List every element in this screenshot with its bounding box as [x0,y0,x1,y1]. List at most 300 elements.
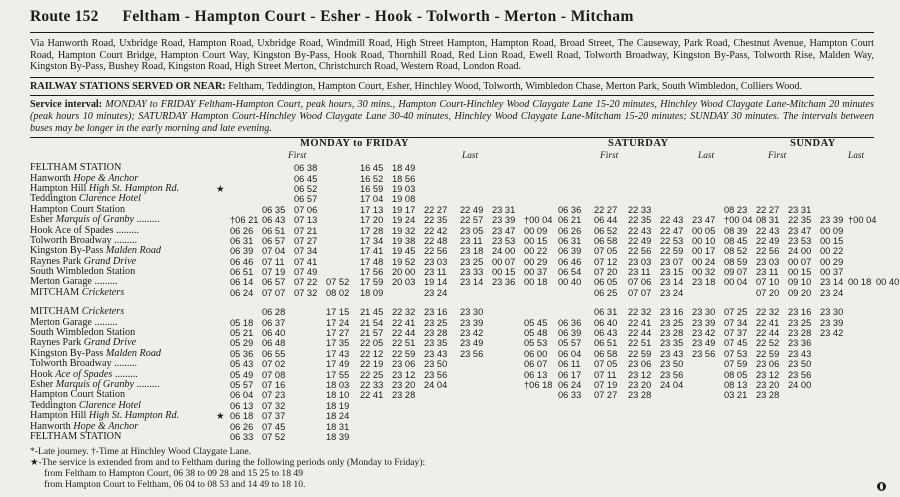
time-cell: 18 19 [326,400,350,411]
time-cell: 06 04 [558,348,582,359]
table-row [30,194,874,204]
time-cell: 23 03 [424,256,448,267]
time-cell: 00 15 [820,235,844,246]
time-cell: 06 26 [230,421,254,432]
time-cell: 08 05 [724,369,748,380]
table-row [30,246,874,256]
time-cell: 19 45 [392,246,416,257]
time-cell: 22 27 [756,204,780,215]
time-cell: 23 31 [788,204,812,215]
stop-name: Tolworth Broadway ......... [30,234,138,246]
time-cell: 22 48 [424,235,448,246]
table-row [30,257,874,267]
col-last-sun: Last [848,151,865,162]
time-cell: 06 21 [558,215,582,226]
time-cell: 06 13 [230,400,254,411]
time-cell: 23 16 [424,307,448,318]
time-cell: 07 08 [262,369,286,380]
time-cell: 07 59 [724,359,748,370]
time-cell: 22 59 [392,348,416,359]
time-cell: 07 07 [628,287,652,298]
time-cell: 06 07 [524,359,548,370]
col-last-mf: Last [462,151,479,162]
time-cell: 06 43 [262,215,286,226]
time-cell: 23 20 [628,379,652,390]
time-cell: 00 29 [820,256,844,267]
time-cell: 23 39 [820,215,844,226]
time-cell: 07 04 [262,246,286,257]
time-cell: 22 32 [756,307,780,318]
time-cell: 06 17 [558,369,582,380]
time-cell: 17 48 [360,256,384,267]
time-cell: 23 35 [424,338,448,349]
time-cell: 07 06 [294,204,318,215]
time-cell: 07 52 [262,431,286,442]
stop-name: MITCHAM Cricketers [30,286,125,298]
stop-name: Raynes Park Grand Drive [30,255,137,267]
time-cell: †06 18 [524,379,553,390]
time-cell: 23 28 [628,390,652,401]
time-cell: 22 49 [460,204,484,215]
time-cell: 06 26 [230,225,254,236]
time-cell: 23 53 [492,235,516,246]
table-row [30,226,874,236]
time-cell: 06 40 [594,317,618,328]
stop-name-detail: Marquis of Granby [55,378,135,390]
time-cell: 23 35 [660,338,684,349]
time-cell: 07 11 [262,256,285,267]
time-cell: 23 14 [460,277,484,288]
time-cell: 17 28 [360,225,384,236]
time-cell: 23 05 [460,225,484,236]
time-cell: 17 35 [326,338,350,349]
time-cell: 05 43 [230,359,254,370]
table-row [30,411,874,421]
time-cell: 23 25 [660,317,684,328]
time-cell: 07 45 [262,421,286,432]
stop-name: Esher Marquis of Granby ......... [30,378,160,390]
footnote-1: ★-The service is extended from and to Feltham during the following periods only (Monday to Friday): [30,457,426,469]
time-cell: 23 20 [756,379,780,390]
col-first-sun: First [768,151,787,162]
time-cell: 07 02 [262,359,286,370]
time-cell: 18 10 [326,390,350,401]
time-cell: 23 47 [492,225,516,236]
time-cell: 22 44 [628,328,652,339]
time-cell: 08 39 [724,225,748,236]
time-cell: 07 34 [724,317,748,328]
table-row [30,328,874,338]
time-cell: 23 39 [460,317,484,328]
time-cell: 17 24 [326,317,350,328]
time-cell: 06 39 [558,246,582,257]
time-cell: 07 41 [294,256,318,267]
time-cell: 07 53 [724,348,748,359]
time-cell: 22 35 [788,215,812,226]
time-cell: 23 42 [460,328,484,339]
time-cell: 23 39 [492,215,516,226]
col-first-sat: First [600,151,619,162]
time-cell: 07 27 [594,390,618,401]
time-cell: 00 04 [724,277,748,288]
time-cell: 24 00 [788,379,812,390]
table-row [30,422,874,432]
time-cell: 18 03 [326,379,350,390]
time-cell: 23 36 [492,277,516,288]
time-cell: 22 35 [628,215,652,226]
time-cell: 00 18 [848,277,872,288]
time-cell: 23 56 [788,369,812,380]
time-cell: 06 45 [294,173,318,184]
page-header [30,8,874,30]
time-cell: 17 15 [326,307,350,318]
time-cell: 22 43 [660,215,684,226]
railway-divider [30,95,874,96]
stop-name-detail: Cricketers [81,286,125,298]
leader-dots: ......... [113,224,139,236]
time-cell: 06 05 [594,277,618,288]
time-cell: 07 21 [294,225,318,236]
time-cell: 00 17 [692,246,716,257]
time-cell: 07 49 [294,267,318,278]
time-cell: 19 08 [392,194,416,205]
time-cell: 23 03 [628,256,652,267]
time-cell: 06 46 [558,256,582,267]
time-cell: 24 00 [788,246,812,257]
timetable-down [30,162,900,298]
time-cell: 07 45 [724,338,748,349]
railway-note-label: RAILWAY STATIONS SERVED OR NEAR: [30,80,226,92]
time-cell: 22 47 [660,225,684,236]
table-row [30,276,900,288]
time-cell: 20 03 [392,277,416,288]
time-cell: 22 33 [628,204,652,215]
time-cell: 22 25 [360,369,384,380]
time-cell: 00 09 [820,225,844,236]
footnote-2: from Feltham to Hampton Court, 06 38 to 09 28 and 15 25 to 18 49 [44,468,304,480]
time-cell: 23 24 [424,287,448,298]
stop-name: Hook Ace of Spades ......... [30,368,138,380]
time-cell: 05 48 [524,328,548,339]
via-note: Via Hanworth Road, Uxbridge Road, Hampton Road, Uxbridge Road, Windmill Road, High Street Hampton, Hampton Road, Broad Street, The Causeway, Park Road, Chestnut Avenue, Hampton Court Road, Hampton Court Bridge, Hampton Court Way, Kingston By-Pass, Hook Road, Thornhill Road, Red Lion Road, Ewell Road, Tolworth Broadway, Kingston By-Pass, Tolworth Rise, Malden Way, Kingston By-Pass, Bushey Road, Kingston Road, High Street Merton, Christchurch Road, Western Road, London Road. [30,38,874,73]
time-cell: 06 39 [230,246,254,257]
time-cell: 23 49 [692,338,716,349]
time-cell: 08 13 [724,379,748,390]
time-cell: 17 20 [360,215,384,226]
time-cell: 22 32 [628,307,652,318]
time-cell: 07 23 [262,390,286,401]
time-cell: 18 49 [392,163,416,174]
time-cell: 06 52 [294,183,318,194]
time-cell: 06 48 [262,338,286,349]
time-cell: 09 20 [788,287,812,298]
footnotes [30,446,874,490]
stop-name: FELTHAM STATION [30,162,122,174]
time-cell: 23 11 [628,267,651,278]
time-cell: 09 07 [724,267,748,278]
col-first-mf: First [288,151,307,162]
time-cell: 23 11 [424,267,447,278]
time-cell: 00 07 [492,256,516,267]
time-cell: 22 19 [360,359,384,370]
time-cell: 23 12 [628,369,652,380]
time-cell: 23 24 [660,287,684,298]
time-cell: 23 56 [460,348,484,359]
time-cell: 22 42 [424,225,448,236]
time-cell: 24 04 [660,379,684,390]
time-cell: 23 14 [820,277,844,288]
time-cell: 07 12 [594,256,618,267]
time-cell: 06 51 [230,267,254,278]
time-cell: 06 40 [262,328,286,339]
stop-name-detail: Hope & Anchor [73,420,139,432]
time-cell: 06 54 [558,267,582,278]
table-row [30,318,874,328]
time-cell: 23 15 [660,267,684,278]
time-cell: 06 44 [594,215,618,226]
time-cell: 23 47 [788,225,812,236]
time-cell: 23 56 [692,348,716,359]
time-cell: 08 23 [724,204,748,215]
time-cell: 20 00 [392,267,416,278]
time-cell: 07 37 [724,328,748,339]
stop-name: Tolworth Broadway ......... [30,358,138,370]
time-cell: 17 49 [326,359,350,370]
time-cell: 00 09 [524,225,548,236]
time-cell: 23 07 [660,256,684,267]
time-cell: 07 16 [262,379,286,390]
time-cell: 18 24 [326,411,350,422]
time-cell: 06 35 [262,204,286,215]
leader-dots: ......... [111,234,138,246]
time-cell: 06 25 [594,287,618,298]
time-cell: 06 51 [262,225,286,236]
time-cell: 00 05 [692,225,716,236]
time-cell: 07 52 [326,277,350,288]
time-cell: 22 56 [424,246,448,257]
table-row [30,214,877,226]
stop-name: Hanworth Hope & Anchor [30,420,139,432]
time-cell: 06 51 [594,338,618,349]
time-cell: 22 59 [660,246,684,257]
time-cell: 05 53 [524,338,548,349]
time-cell: 23 14 [660,277,684,288]
time-cell: 09 10 [788,277,812,288]
time-cell: 06 43 [594,328,618,339]
stop-name: Kingston By-Pass Malden Road [30,245,162,257]
time-cell: 23 30 [692,307,716,318]
stop-name: Hampton Court Station [30,389,126,401]
time-cell: 00 40 [558,277,582,288]
time-cell: 00 15 [524,235,548,246]
stop-name-detail: Marquis of Granby [55,214,135,226]
time-cell: 05 18 [230,317,254,328]
railway-note [30,81,874,93]
time-cell: 06 33 [230,431,254,442]
extension-star-icon: ★ [216,411,225,422]
time-cell: 05 36 [230,348,254,359]
time-cell: 19 03 [392,183,416,194]
stop-name: Kingston By-Pass Malden Road [30,347,162,359]
time-cell: 22 27 [424,204,448,215]
time-cell: 22 12 [360,348,384,359]
time-cell: 23 28 [424,328,448,339]
time-cell: 05 21 [230,328,254,339]
time-cell: 19 38 [392,235,416,246]
service-note-text: MONDAY to FRIDAY Feltham-Hampton Court, peak hours, 30 mins., Hampton Court-Hinchley Wood Claygate Lane 15-20 minutes, Hinchley Wood Claygate Lane-Mitcham 20 minutes (peak hours 10 minutes); SATURDAY Hampton Court-Hinchley Wood Claygate Lane 30-40 minutes, Hinchley Wood Claygate Lane-Mitcham 15-20 minutes; SUNDAY 30 minutes. The intervals between buses may be longer in the early morning and late evening. [30,99,874,134]
stop-name-detail: High St. Hampton Rd. [88,410,180,422]
time-cell: †00 04 [524,215,553,226]
time-cell: 23 18 [692,277,716,288]
time-cell: 00 15 [788,267,812,278]
time-cell: 22 05 [360,338,384,349]
time-cell: 06 55 [262,348,286,359]
time-cell: 00 18 [524,277,548,288]
service-note [30,99,874,134]
time-cell: 06 38 [294,163,318,174]
time-cell: 23 11 [460,235,483,246]
time-cell: 24 00 [492,246,516,257]
time-cell: 16 59 [360,183,384,194]
time-cell: 23 43 [660,348,684,359]
stop-name: Merton Garage ......... [30,316,118,328]
time-cell: 22 35 [424,215,448,226]
table-row [30,432,874,442]
time-cell: 19 17 [392,204,416,215]
header-divider [30,32,874,33]
railway-note-text: Feltham, Teddington, Hampton Court, Esher, Hinchley Wood, Tolworth, Wimbledon Chase, Merton Park, South Wimbledon, Colliers Wood. [228,80,803,92]
time-cell: 06 31 [558,235,582,246]
stop-name: Hampton Hill High St. Hampton Rd. [30,410,180,422]
time-cell: 22 41 [360,390,384,401]
time-cell: 22 33 [360,379,384,390]
time-cell: 17 59 [360,277,384,288]
stop-name: Hook Ace of Spades ......... [30,224,139,236]
time-cell: 00 24 [692,256,716,267]
time-cell: 08 31 [756,215,780,226]
time-cell: 06 00 [524,348,548,359]
time-cell: 23 25 [460,256,484,267]
time-cell: 23 33 [460,267,484,278]
stop-name-detail: High St. Hampton Rd. [88,182,180,194]
time-cell: 08 02 [326,287,350,298]
time-cell: 00 37 [524,267,548,278]
time-cell: 06 46 [230,256,254,267]
time-cell: 06 37 [262,317,286,328]
time-cell: 00 37 [820,267,844,278]
time-cell: 03 21 [724,390,748,401]
stop-name: South Wimbledon Station [30,327,136,339]
service-note-label: Service interval: [30,99,103,111]
table-row [30,288,874,298]
stop-name-detail: Ace of Spades [55,368,113,380]
time-cell: 17 27 [326,328,350,339]
time-cell: 21 45 [360,307,384,318]
time-cell: 06 26 [558,225,582,236]
time-cell: 07 22 [294,277,318,288]
time-cell: 18 31 [326,421,350,432]
time-cell: 23 47 [692,215,716,226]
time-cell: 06 24 [558,379,582,390]
stop-name: Hampton Hill High St. Hampton Rd. [30,182,180,194]
stop-name: Esher Marquis of Granby ......... [30,214,160,226]
time-cell: 22 49 [756,235,780,246]
stop-name-detail: Clarence Hotel [78,399,141,411]
time-cell: 23 53 [788,235,812,246]
time-cell: 23 06 [756,359,780,370]
time-cell: 19 24 [392,215,416,226]
time-cell: 06 31 [594,307,618,318]
time-cell: 07 07 [262,287,286,298]
time-cell: 07 37 [262,411,286,422]
time-cell: 06 33 [558,390,582,401]
stop-name-detail: Malden Road [105,245,162,257]
time-cell: 19 14 [424,277,448,288]
leader-dots: ......... [134,378,160,390]
stop-name-detail: Clarence Hotel [78,193,141,205]
time-cell: 22 41 [756,317,780,328]
time-cell: 22 49 [628,235,652,246]
time-cell: 07 05 [594,359,618,370]
time-cell: 07 19 [594,379,618,390]
time-cell: 06 36 [558,204,582,215]
time-cell: 24 04 [424,379,448,390]
time-cell: 23 49 [460,338,484,349]
time-cell: 23 25 [424,317,448,328]
time-cell: 23 12 [392,369,416,380]
time-cell: 23 28 [788,328,812,339]
time-cell: 06 24 [230,287,254,298]
stop-name: FELTHAM STATION [30,430,122,442]
time-cell: 23 20 [392,379,416,390]
time-cell: 18 39 [326,431,350,442]
time-cell: 07 19 [262,267,286,278]
time-cell: 23 31 [492,204,516,215]
stop-name: South Wimbledon Station [30,266,136,278]
time-cell: 06 58 [594,235,618,246]
time-cell: 22 57 [460,215,484,226]
time-cell: 23 36 [788,338,812,349]
publisher-roundel [877,482,886,491]
time-cell: 22 43 [756,225,780,236]
time-cell: 17 41 [360,246,384,257]
time-cell: 05 57 [230,379,254,390]
time-cell: †06 21 [230,215,259,226]
table-row [30,307,874,317]
time-cell: 22 53 [660,235,684,246]
stop-name: Hanworth Hope & Anchor [30,172,139,184]
stop-name-detail: Grand Drive [83,337,137,349]
time-cell: 22 44 [392,328,416,339]
time-cell: 23 50 [660,359,684,370]
time-cell: 06 04 [230,390,254,401]
day-header-band [30,138,874,151]
time-cell: 19 32 [392,225,416,236]
time-cell: 23 28 [660,328,684,339]
stop-name-detail: Malden Road [105,347,162,359]
time-cell: 06 58 [594,348,618,359]
time-cell: 22 56 [628,246,652,257]
footnote-3: from Hampton Court to Feltham, 06 04 to 08 53 and 14 49 to 18 10. [44,479,306,491]
time-cell: 07 13 [294,215,318,226]
time-cell: 17 56 [360,267,384,278]
time-cell: 07 27 [294,235,318,246]
time-cell: 21 57 [360,328,384,339]
time-cell: 23 56 [660,369,684,380]
time-cell: 22 44 [756,328,780,339]
time-cell: 23 42 [820,328,844,339]
time-cell: 06 13 [524,369,548,380]
